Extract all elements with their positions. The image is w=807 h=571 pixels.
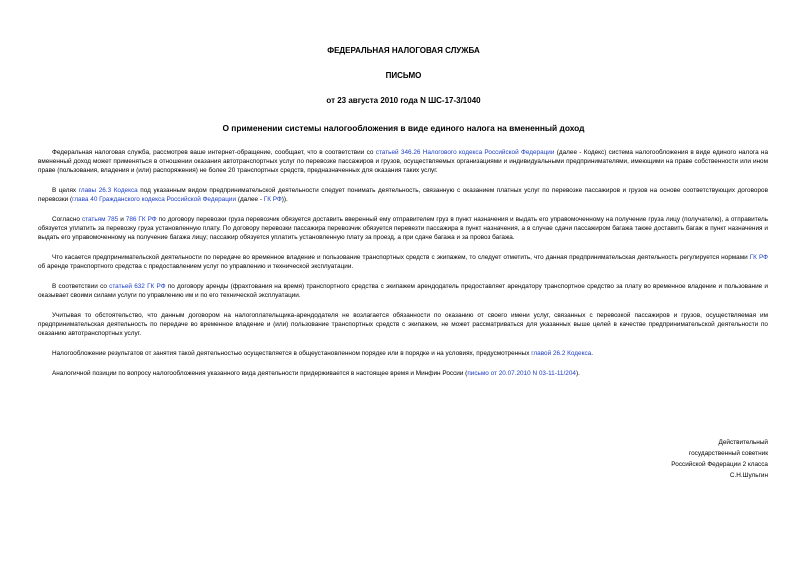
signatory-name: С.Н.Шульгин bbox=[729, 472, 768, 479]
agency-heading: ФЕДЕРАЛЬНАЯ НАЛОГОВАЯ СЛУЖБА bbox=[327, 46, 480, 55]
paragraph-text: Налогообложение результатов от занятия такой деятельностью осуществляется в общеустановленном порядке или в порядке и на условиях, предусмотренных bbox=[52, 350, 532, 357]
paragraph-7 bbox=[38, 349, 768, 358]
paragraph-3 bbox=[38, 215, 768, 242]
paragraph-text: . bbox=[591, 350, 593, 357]
link-chapter-26-2[interactable]: главой 26.2 Кодекса bbox=[531, 350, 592, 357]
paragraph-5 bbox=[38, 282, 768, 300]
signature-line: Действительный bbox=[718, 439, 768, 446]
link-article-346-26[interactable]: статьей 346.26 Налогового кодекса Российской Федерации bbox=[375, 149, 555, 156]
document-type-heading: ПИСЬМО bbox=[385, 71, 422, 80]
paragraph-text: ). bbox=[575, 370, 580, 377]
paragraph-text: (далее - Кодекс) система налогообложения в виде единого налога на вмененный доход может применяться в отношении оказания автотранспортных услуг по перевозке пассажиров и грузов, осуществляемых организациями и индивидуальными предпринимателями, имеющими на праве собственности или ином праве (пользования, владения и (или) распоряжения) не более 20 транспортных средств, предназначенных для оказания таких услуг. bbox=[38, 149, 769, 174]
paragraph-text: об аренде транспортного средства с предоставлением услуг по управлению и технической эксплуатации. bbox=[38, 263, 354, 270]
paragraph-text: (далее - bbox=[236, 196, 264, 203]
paragraph-text: Федеральная налоговая служба, рассмотрев ваше интернет-обращение, сообщает, что в соответствии со bbox=[52, 149, 376, 156]
paragraph-text: под указанным видом предпринимательской деятельности следует понимать деятельность, связанную с оказанием платных услуг по перевозке пассажиров и грузов на основе соответствующих договоров перевозки ( bbox=[38, 187, 768, 203]
letter-body bbox=[38, 148, 768, 389]
paragraph-text: по договору перевозки груза перевозчик обязуется доставить вверенный ему отправителем груз в пункт назначения и выдать его управомоченному на получение груза лицу (получателю), а отправитель обязуется уплатить за перевозку груза установленную плату. По договору перевозки пассажира перевозчик обязуется перевезти пассажира в пункт назначения, а в случае сдачи пассажиром багажа также доставить багаж в пункт назначения и выдать его управомоченному на получение багажа лицу; пассажир обязуется уплатить установленную плату за проезд, а при сдаче багажа и за провоз багажа. bbox=[38, 216, 768, 241]
link-minfin-letter[interactable]: письмо от 20.07.2010 N 03-11-11/204 bbox=[467, 370, 576, 377]
link-civil-code-lease[interactable]: ГК РФ bbox=[749, 254, 768, 261]
signature-block bbox=[598, 437, 768, 481]
link-chapter-40-civil-code[interactable]: глава 40 Гражданского кодекса Российской Федерации bbox=[72, 196, 237, 203]
paragraph-text: по договору аренды (фрахтования на время) транспортного средства с экипажем арендодатель предоставляет арендатору транспортное средство за плату во временное владение и пользование и оказывает своими силами услуги по управлению им и по его технической эксплуатации. bbox=[38, 283, 768, 299]
paragraph-text: В целях bbox=[52, 187, 79, 194]
link-article-786[interactable]: 786 ГК РФ bbox=[125, 216, 157, 223]
link-article-632[interactable]: статьей 632 ГК РФ bbox=[109, 283, 166, 290]
paragraph-text: В соответствии со bbox=[52, 283, 110, 290]
paragraph-8 bbox=[38, 369, 768, 378]
paragraph-2 bbox=[38, 186, 768, 204]
paragraph-text: Аналогичной позиции по вопросу налогообложения указанного вида деятельности придерживается в настоящее время и Минфин России ( bbox=[52, 370, 468, 377]
paragraph-1 bbox=[38, 148, 768, 175]
paragraph-text: Что касается предпринимательской деятельности по передаче во временное владение и пользование транспортных средств с экипажем, то следует отметить, что данная предпринимательская деятельность регулируется нормами bbox=[52, 254, 750, 261]
paragraph-text: Учитывая то обстоятельство, что данным договором на налогоплательщика-арендодателя не возлагается обязанности по оказанию от своего имени услуг, связанных с перевозкой пассажиров и грузов, осуществляемая им предпринимательская деятельность по передаче во временное владение и (или) пользование транспортных средств с экипажем, не может рассматриваться для указанных выше целей в качестве предпринимательской деятельности по оказанию автотранспортных услуг. bbox=[38, 312, 768, 337]
date-number-heading: от 23 августа 2010 года N ШС-17-3/1040 bbox=[326, 96, 481, 105]
paragraph-text: )). bbox=[281, 196, 288, 203]
link-articles-785[interactable]: статьям 785 bbox=[81, 216, 119, 223]
paragraph-text: Согласно bbox=[52, 216, 82, 223]
signature-line: Российской Федерации 2 класса bbox=[671, 461, 768, 468]
paragraph-text: и bbox=[118, 216, 126, 223]
signature-line: государственный советник bbox=[688, 450, 768, 457]
link-chapter-26-3[interactable]: главы 26.3 Кодекса bbox=[78, 187, 138, 194]
document-title: О применении системы налогообложения в виде единого налога на вмененный доход bbox=[222, 123, 585, 133]
link-civil-code[interactable]: ГК РФ bbox=[263, 196, 282, 203]
paragraph-4 bbox=[38, 253, 768, 271]
paragraph-6 bbox=[38, 311, 768, 338]
